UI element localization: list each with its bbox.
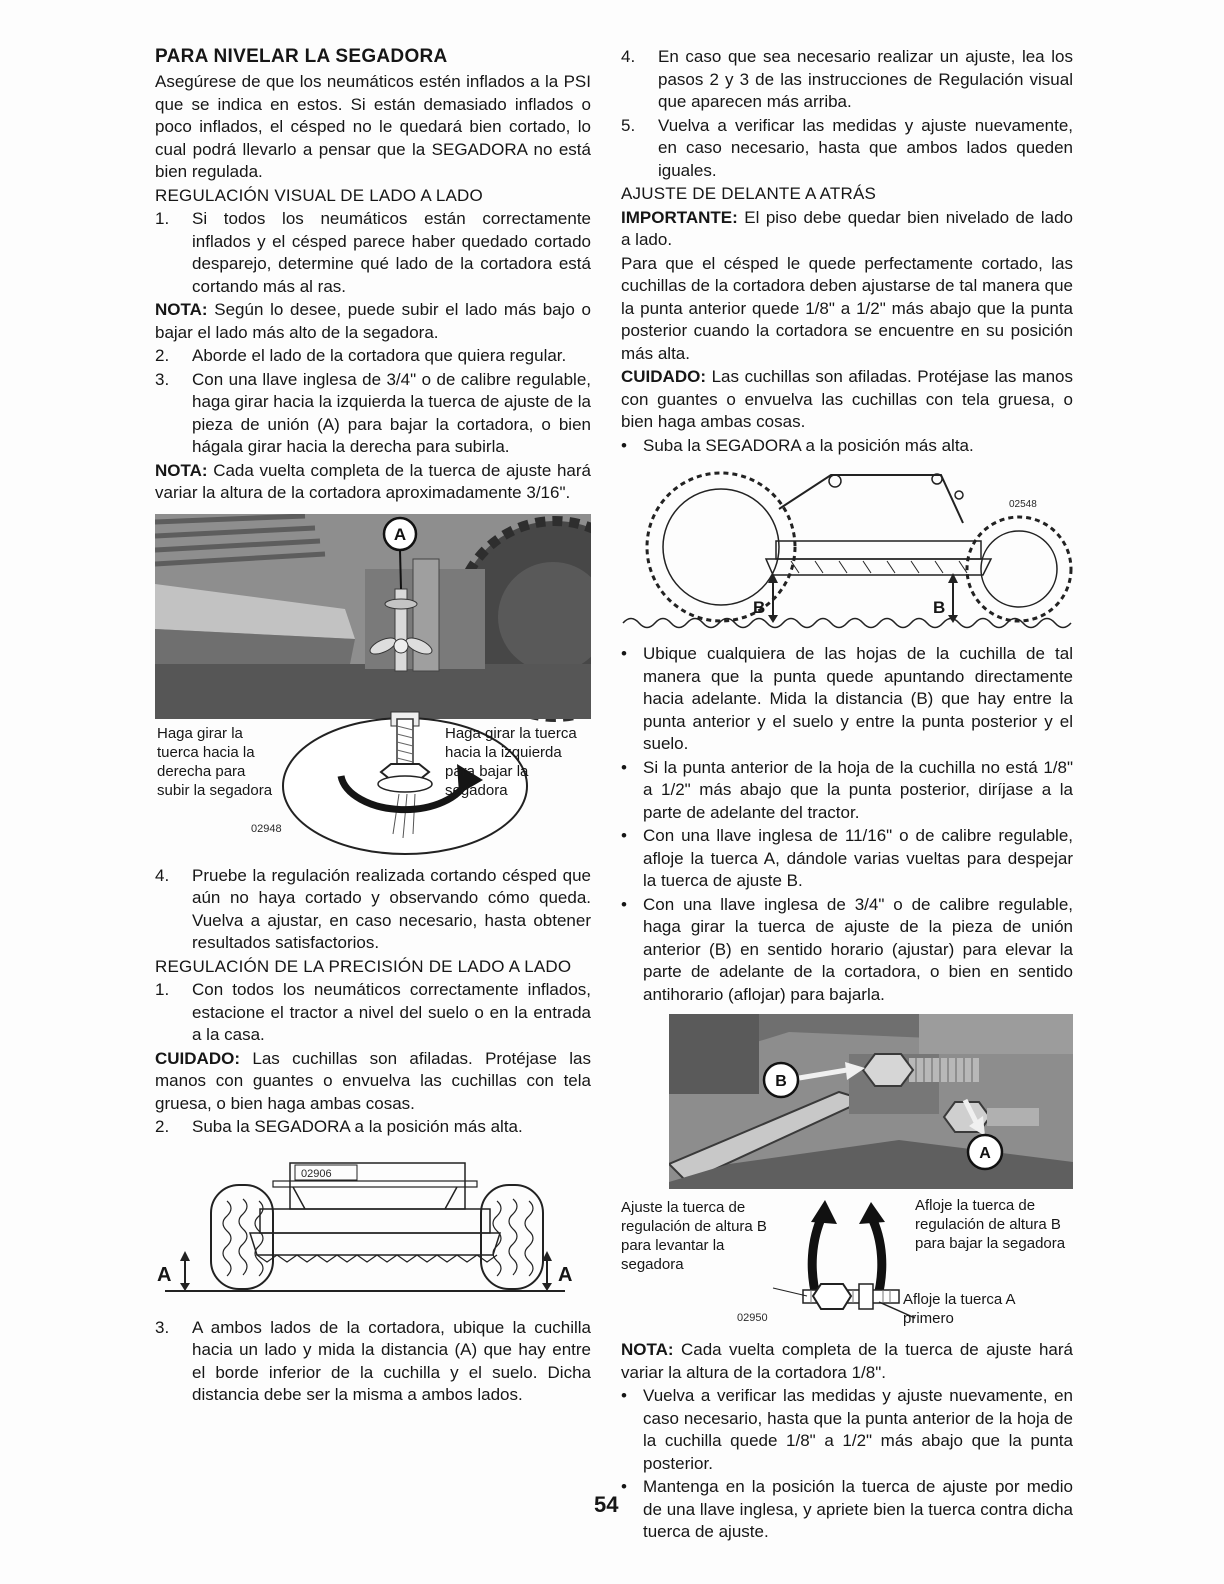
svg-text:A: A (979, 1145, 991, 1162)
nut-adjustment-illustration (155, 514, 591, 860)
bullet-marker: • (621, 894, 627, 914)
bullet-item (621, 894, 1073, 1007)
item-text: Si todos los neumáticos están correctamente inflados y el césped parece haber quedado cortado desparejo, determine qué lado de la cortadora está cortando más al ras. (192, 209, 591, 296)
item-text: Pruebe la regulación realizada cortando césped que aún no haya cortado y observando cómo queda. Vuelva a ajustar, en caso necesario, hasta obtener resultados satisfactorios. (192, 865, 591, 952)
bullet-text: Mantenga en la posición la tuerca de ajuste por medio de una llave inglesa, y apriete bien la tuerca contra dicha tuerca de ajuste. (643, 1477, 1073, 1541)
list-item (621, 115, 1073, 183)
list-item (155, 865, 591, 955)
note-text: Según lo desee, puede subir el lado más bajo o bajar el lado más alto de la segadora. (155, 300, 591, 342)
list-item (155, 1116, 591, 1139)
bullet-marker: • (621, 644, 627, 663)
label-a-left: A (157, 1263, 172, 1286)
section-heading-frontback: AJUSTE DE DELANTE A ATRÁS (621, 184, 877, 203)
note-label: NOTA: (621, 1340, 674, 1359)
front-link-callouts (621, 1192, 1073, 1334)
bullet-item (621, 435, 1073, 458)
svg-text:A: A (393, 524, 407, 544)
note-text: Cada vuelta completa de la tuerca de ajuste hará variar la altura de la cortadora 1/8". (621, 1340, 1073, 1382)
bullet-item (621, 643, 1073, 756)
item-number: 1. (155, 980, 170, 999)
figure-number: 02950 (737, 1312, 768, 1324)
front-link-photo (669, 1014, 1073, 1189)
item-text: Con todos los neumáticos correctamente inflados, estacione el tractor a nivel del suelo o en la entrada a la casa. (192, 980, 591, 1044)
list-item (155, 1317, 591, 1407)
item-text: Aborde el lado de la cortadora que quiera regular. (192, 346, 567, 365)
section-heading-visual: REGULACIÓN VISUAL DE LADO A LADO (155, 185, 483, 205)
right-column (621, 46, 1073, 1545)
warning-text: Las cuchillas son afiladas. Protéjase las manos con guantes o envuelva las cuchillas con tela gruesa, o bien haga ambas cosas. (621, 367, 1073, 431)
note-paragraph (155, 460, 591, 505)
list-item (155, 979, 591, 1047)
note-paragraph (621, 1339, 1073, 1384)
section-heading-precision: REGULACIÓN DE LA PRECISIÓN DE LADO A LADO (155, 956, 572, 976)
note-paragraph (155, 299, 591, 344)
right-tire (481, 1185, 543, 1289)
bullet-marker: • (621, 757, 627, 777)
figure-tractor-side-view (621, 465, 1073, 637)
body-paragraph: Para que el césped le quede perfectamente cortado, las cuchillas de la cortadora deben ajustarse de tal manera que la punta anterior quede 1/8" a 1/2" más abajo que la punta posterior cuando la cortadora se encuentre en su posición más alta. (621, 253, 1073, 363)
bullet-marker: • (621, 435, 627, 455)
note-label: NOTA: (155, 460, 208, 480)
intro-paragraph: Asegúrese de que los neumáticos estén inflados a la PSI que se indica en estos. Si están demasiado inflados o poco inflados, el césped no le quedará bien cortado, lo cual podrá llevarlo a pensar que la SEGADORA no está bien regulada. (155, 72, 591, 181)
callout-loosen-a-first: Afloje la tuerca A primero (903, 1291, 1015, 1327)
item-number: 2. (155, 346, 170, 365)
callout-tighten-raise: Ajuste la tuerca de regulación de altura B para levantar la segadora (621, 1199, 767, 1273)
bullet-item (621, 825, 1073, 893)
tractor-side-illustration (621, 465, 1073, 637)
bullet-item (621, 1385, 1073, 1475)
label-b-badge (764, 1063, 798, 1097)
label-a-badge (384, 518, 416, 550)
warning-paragraph (621, 366, 1073, 434)
warning-text: Las cuchillas son afiladas. Protéjase las manos con guantes o envuelva las cuchillas con tela gruesa, o bien haga ambas cosas. (155, 1048, 591, 1113)
label-b-right: B (933, 598, 946, 617)
warning-paragraph (155, 1048, 591, 1116)
label-a-right: A (558, 1263, 573, 1286)
bullet-text: Si la punta anterior de la hoja de la cuchilla no está 1/8" a 1/2" más abajo que la punta posterior, diríjase a la parte de adelante del tractor. (643, 757, 1073, 822)
list-item (155, 369, 591, 459)
warning-label: CUIDADO: (621, 367, 706, 386)
bullet-text: Con una llave inglesa de 11/16" o de calibre regulable, afloje la tuerca A, dándole varias vueltas para despejar la tuerca de ajuste B. (643, 826, 1073, 890)
page-title: PARA NIVELAR LA SEGADORA (155, 46, 448, 67)
note-text: Cada vuelta completa de la tuerca de ajuste hará variar la altura de la cortadora aproximadamente 3/16". (155, 460, 591, 502)
figure-number: 02948 (251, 822, 282, 835)
important-paragraph (621, 207, 1073, 252)
ground-line (623, 619, 1071, 628)
left-tire (211, 1185, 273, 1289)
item-number: 2. (155, 1117, 170, 1136)
figure-number: 02906 (301, 1167, 332, 1180)
item-number: 3. (155, 369, 170, 389)
note-label: NOTA: (155, 300, 208, 319)
warning-label: CUIDADO: (155, 1048, 240, 1068)
svg-text:B: B (775, 1073, 787, 1090)
label-b-left: B (753, 598, 766, 617)
list-item (155, 345, 591, 368)
list-item (155, 208, 591, 298)
important-label: IMPORTANTE: (621, 207, 738, 227)
item-number: 5. (621, 115, 636, 135)
item-number: 3. (155, 1317, 170, 1337)
item-text: Suba la SEGADORA a la posición más alta. (192, 1117, 523, 1136)
bullet-text: Con una llave inglesa de 3/4" o de calibre regulable, haga girar la tuerca de ajuste de la pieza de unión anterior (B) en sentido horario (ajustar) para elevar la parte de adelante de la cortadora, o bien en sentido antihorario (aflojar) para bajarla. (643, 894, 1073, 1004)
figure-number: 02548 (1009, 499, 1037, 510)
mower-rear-illustration (155, 1149, 575, 1309)
left-column (155, 46, 591, 1545)
item-number: 4. (155, 865, 170, 885)
bullet-marker: • (621, 1386, 627, 1405)
bullet-item (621, 757, 1073, 825)
item-text: En caso que sea necesario realizar un ajuste, lea los pasos 2 y 3 de las instrucciones de Regulación visual que aparecen más arriba. (658, 47, 1073, 111)
figure-mower-rear-view (155, 1149, 575, 1309)
item-text: Con una llave inglesa de 3/4" o de calibre regulable, haga girar hacia la izquierda la tuerca de ajuste de la pieza de unión (A) para bajar la cortadora, o bien hágala girar hacia la derecha para subirla. (192, 369, 591, 456)
page-number: 54 (594, 1492, 619, 1517)
label-a-badge (968, 1135, 1002, 1169)
item-number: 1. (155, 209, 170, 228)
callout-lower-mower: Haga girar la tuerca hacia la izquierda para bajar la segadora (445, 724, 577, 799)
bullet-text: Ubique cualquiera de las hojas de la cuchilla de tal manera que la punta quede apuntando directamente hacia adelante. Mida la distancia (B) que hay entre la punta anterior y el suelo y entre la punta posterior y el suelo. (643, 644, 1073, 753)
figure-front-link-nuts (621, 1014, 1073, 1336)
two-column-layout (155, 46, 1073, 1545)
callout-loosen-lower: Afloje la tuerca de regulación de altura B para bajar la segadora (915, 1197, 1066, 1252)
bullet-item (621, 1476, 1073, 1544)
figure-nut-adjustment (155, 514, 591, 860)
item-text: Vuelva a verificar las medidas y ajuste nuevamente, en caso necesario, hasta que ambos lados queden iguales. (658, 115, 1073, 180)
front-wheel (967, 517, 1071, 621)
bullet-marker: • (621, 1477, 627, 1496)
item-text: A ambos lados de la cortadora, ubique la cuchilla hacia un lado y mida la distancia (A) que hay entre el borde inferior de la cuchilla y el suelo. Dicha distancia debe ser la misma a ambos lados. (192, 1317, 591, 1404)
important-text: El piso debe quedar bien nivelado de lado a lado. (621, 207, 1073, 249)
list-item (621, 46, 1073, 114)
bullet-text: Suba la SEGADORA a la posición más alta. (643, 435, 974, 455)
nut-b (863, 1054, 913, 1086)
bullet-marker: • (621, 826, 627, 845)
bullet-text: Vuelva a verificar las medidas y ajuste nuevamente, en caso necesario, hasta que la punta anterior de la hoja de la cuchilla quede 1/8" a 1/2" más abajo que la punta posterior. (643, 1386, 1073, 1473)
callout-raise-mower: Haga girar la tuerca hacia la derecha para subir la segadora (157, 724, 273, 799)
item-number: 4. (621, 47, 636, 66)
